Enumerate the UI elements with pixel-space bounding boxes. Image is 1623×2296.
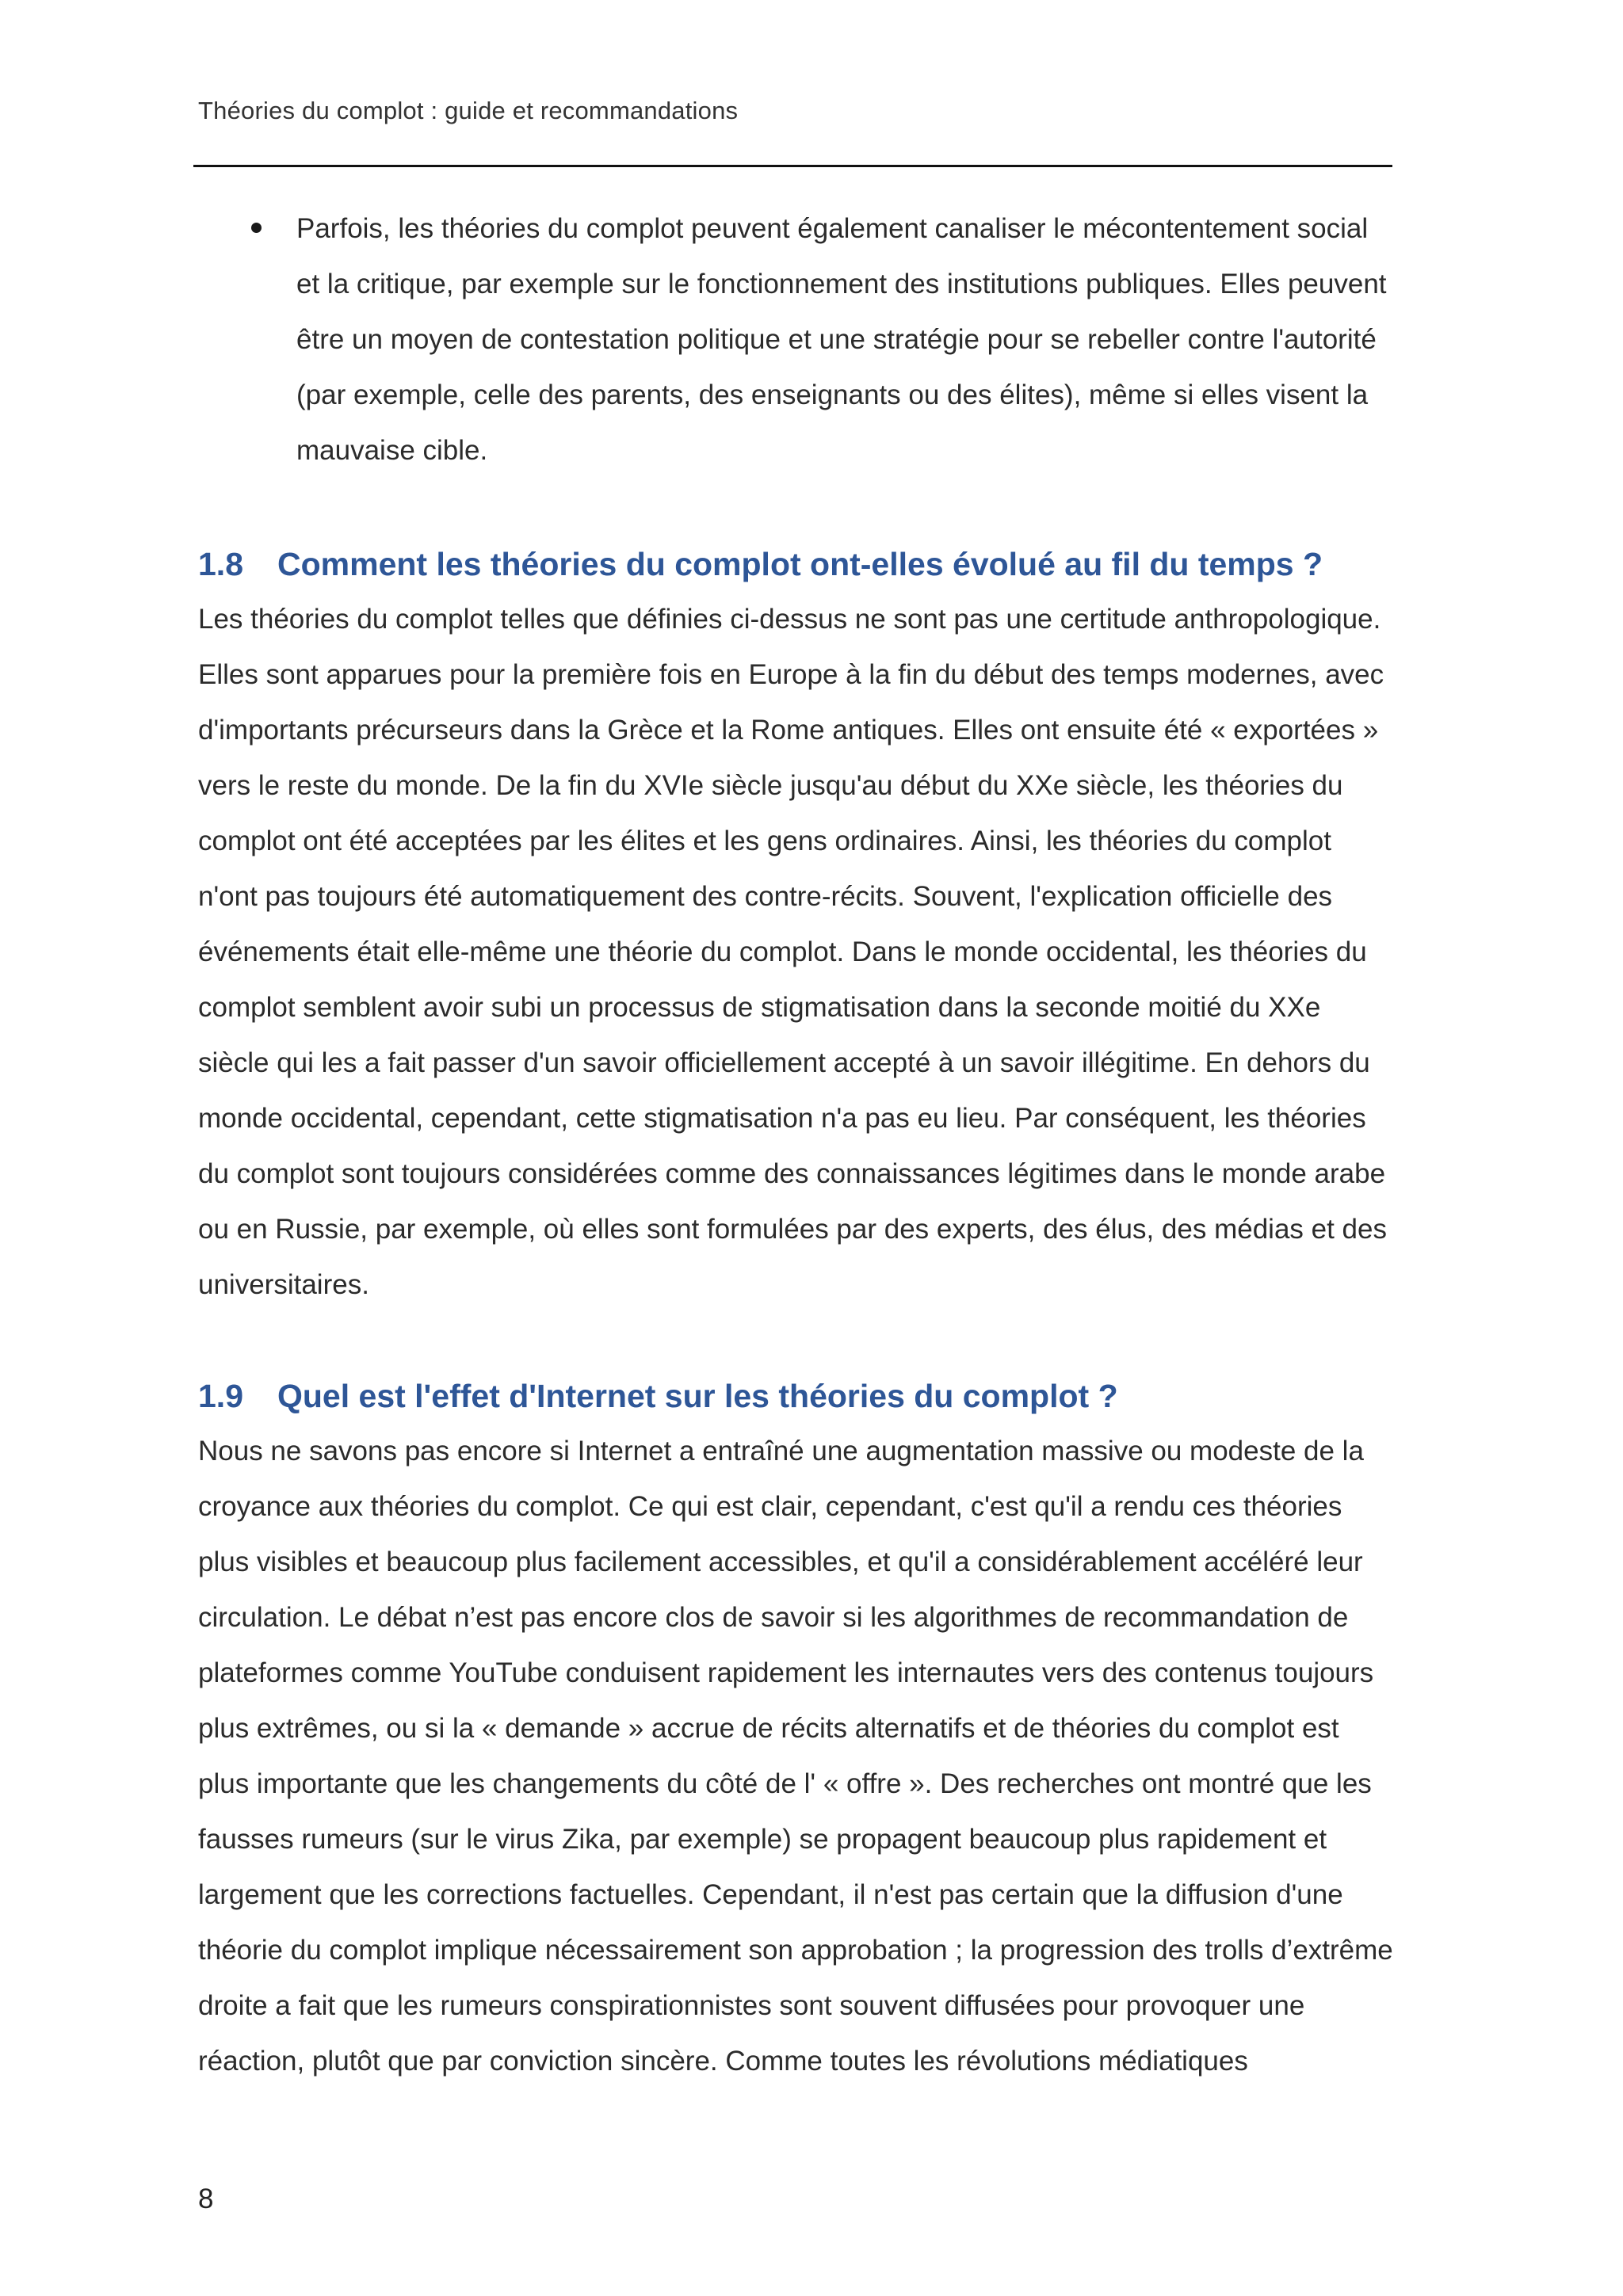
bullet-item: [198, 201, 1395, 479]
bullet-list: [198, 201, 1395, 479]
bullet-text: Parfois, les théories du complot peuvent également canaliser le mécontentement social et la critique, par exemple sur le fonctionnement des institutions publiques. Elles peuvent être un moyen de contestation politique et une stratégie pour se rebeller contre l'autorité (par exemple, celle des parents, des enseignants ou des élites), même si elles visent la mauvaise cible.: [296, 213, 1387, 466]
section-heading: [198, 1368, 1395, 1424]
section-body: Les théories du complot telles que définies ci-dessus ne sont pas une certitude anthropologique. Elles sont apparues pour la première fois en Europe à la fin du début des temps modernes, avec d'importants précurseurs dans la Grèce et la Rome antiques. Elles ont ensuite été « exportées » vers le reste du monde. De la fin du XVIe siècle jusqu'au début du XXe siècle, les théories du complot ont été acceptées par les élites et les gens ordinaires. Ainsi, les théories du complot n'ont pas toujours été automatiquement des contre-récits. Souvent, l'explication officielle des événements était elle-même une théorie du complot. Dans le monde occidental, les théories du complot semblent avoir subi un processus de stigmatisation dans la seconde moitié du XXe siècle qui les a fait passer d'un savoir officiellement accepté à un savoir illégitime. En dehors du monde occidental, cependant, cette stigmatisation n'a pas eu lieu. Par conséquent, les théories du complot sont toujours considérées comme des connaissances légitimes dans le monde arabe ou en Russie, par exemple, où elles sont formulées par des experts, des élus, des médias et des universitaires.: [198, 604, 1387, 1300]
section-body: Nous ne savons pas encore si Internet a entraîné une augmentation massive ou modeste de la croyance aux théories du complot. Ce qui est clair, cependant, c'est qu'il a rendu ces théories plus visibles et beaucoup plus facilement accessibles, et qu'il a considérablement accéléré leur circulation. Le débat n’est pas encore clos de savoir si les algorithmes de recommandation de plateformes comme YouTube conduisent rapidement les internautes vers des contenus toujours plus extrêmes, ou si la « demande » accrue de récits alternatifs et de théories du complot est plus importante que les changements du côté de l' « offre ». Des recherches ont montré que les fausses rumeurs (sur le virus Zika, par exemple) se propagent beaucoup plus rapidement et largement que les corrections factuelles. Cependant, il n'est pas certain que la diffusion d'une théorie du complot implique nécessairement son approbation ; la progression des trolls d’extrême droite a fait que les rumeurs conspirationnistes sont souvent diffusées pour provoquer une réaction, plutôt que par conviction sincère. Comme toutes les révolutions médiatiques: [198, 1436, 1393, 2077]
section-number: 1.9: [198, 1378, 243, 1414]
section-number: 1.8: [198, 546, 243, 582]
section-1-9: [198, 1368, 1395, 2089]
section-1-8: [198, 536, 1395, 1313]
page-number: 8: [198, 2183, 214, 2214]
section-title: Quel est l'effet d'Internet sur les théories du complot ?: [277, 1378, 1118, 1414]
running-header: Théories du complot : guide et recommandations: [198, 97, 739, 124]
section-heading: [198, 536, 1395, 592]
header-divider: [193, 165, 1392, 167]
bullet-icon: [251, 223, 262, 233]
section-title: Comment les théories du complot ont-elles évolué au fil du temps ?: [277, 546, 1323, 582]
